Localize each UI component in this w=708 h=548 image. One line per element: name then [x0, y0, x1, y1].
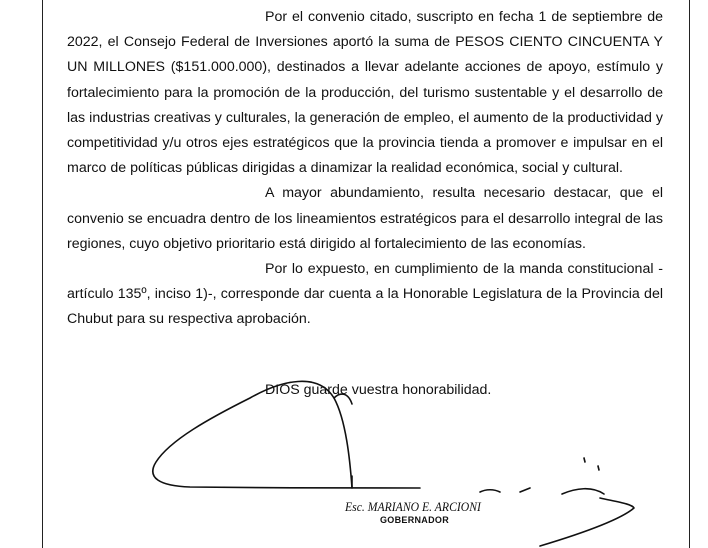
page-border-right	[689, 0, 690, 548]
document-body	[67, 5, 663, 333]
signatory-title: GOBERNADOR	[380, 515, 450, 525]
paragraph-abundamiento: A mayor abundamiento, resulta necesario destacar, que el convenio se encuadra dentro de los lineamientos estratégicos para el desarrollo integral de las regiones, cuyo objetivo prioritario está dirigido al fortalecimiento de las economías.	[67, 185, 663, 252]
paragraph-convenio: Por el convenio citado, suscripto en fecha 1 de septiembre de 2022, el Consejo Federal de Inversiones aportó la suma de PESOS CIENTO CINCUENTA Y UN MILLONES ($151.000.000), destinados a llevar adelante acciones de apoyo, estímulo y fortalecimiento para la promoción de la producción, del turismo sustentable y el desarrollo de las industrias creativas y culturales, la generación de empleo, el aumento de la productividad y competitividad y/u otros ejes estratégicos que la provincia tienda a promover e impulsar en el marco de políticas públicas dirigidas a dinamizar la realidad económica, social y cultural.	[67, 9, 663, 177]
signatory-name: Esc. MARIANO E. ARCIONI	[345, 499, 481, 514]
closing-line: DIOS guarde vuestra honorabilidad.	[265, 382, 492, 398]
paragraph-expuesto: Por lo expuesto, en cumplimiento de la manda constitucional -artículo 135º, inciso 1)-, corresponde dar cuenta a la Honorable Legislatura de la Provincia del Chubut para su respectiva aprobación.	[67, 261, 663, 328]
page-border-left	[42, 0, 43, 548]
